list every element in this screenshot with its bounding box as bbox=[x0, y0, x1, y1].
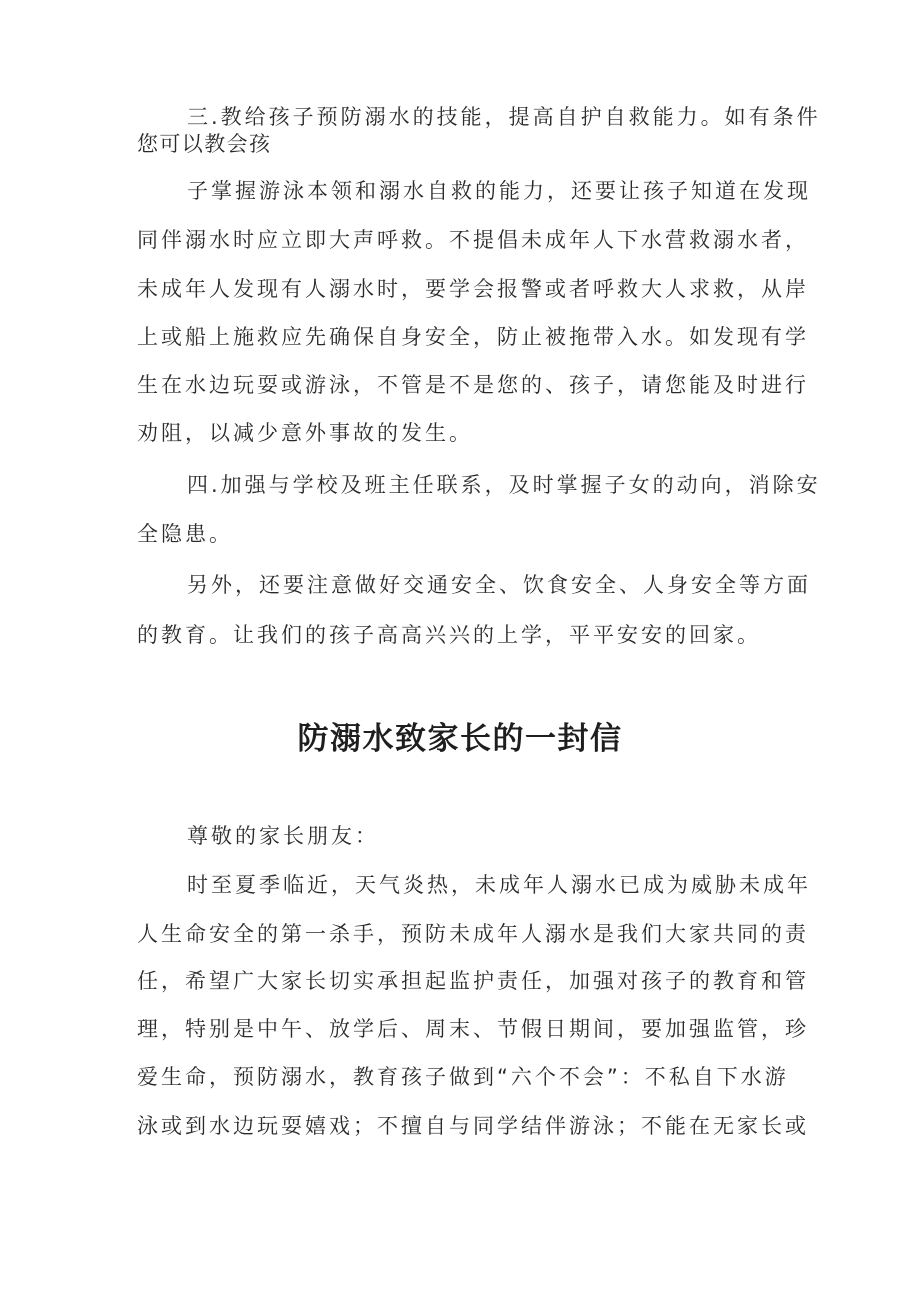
closing-line-2: 的教育。让我们的孩子高高兴兴的上学，平平安安的回家。 bbox=[137, 623, 761, 647]
item-three-line-1: 三.教给孩子预防溺水的技能，提高自护自救能力。如有条件 bbox=[187, 105, 821, 129]
item-three-line-2: 您可以教会孩 bbox=[137, 132, 272, 156]
paragraph-line: 生在水边玩耍或游泳，不管是不是您的、孩子，请您能及时进行 bbox=[137, 373, 809, 397]
paragraph-line: 劝阻，以减少意外事故的发生。 bbox=[137, 421, 473, 445]
letter-body-line: 时至夏季临近，天气炎热，未成年人溺水已成为威胁未成年 bbox=[187, 873, 811, 897]
letter-body-line: 理，特别是中午、放学后、周末、节假日期间，要加强监管，珍 bbox=[137, 1017, 809, 1041]
item-four-line-2: 全隐患。 bbox=[137, 522, 233, 546]
paragraph-line: 同伴溺水时应立即大声呼救。不提倡未成年人下水营救溺水者， bbox=[137, 228, 809, 252]
closing-line-1: 另外，还要注意做好交通安全、饮食安全、人身安全等方面 bbox=[187, 573, 811, 597]
letter-body-line: 任，希望广大家长切实承担起监护责任，加强对孩子的教育和管 bbox=[137, 969, 809, 993]
paragraph-line: 未成年人发现有人溺水时，要学会报警或者呼救大人求救，从岸 bbox=[137, 277, 809, 301]
paragraph-line: 子掌握游泳本领和溺水自救的能力，还要让孩子知道在发现 bbox=[187, 179, 811, 203]
item-four-line-1: 四.加强与学校及班主任联系，及时掌握子女的动向，消除安 bbox=[187, 473, 821, 497]
paragraph-line: 上或船上施救应先确保自身安全，防止被拖带入水。如发现有学 bbox=[137, 325, 809, 349]
letter-body-line: 泳或到水边玩耍嬉戏；不擅自与同学结伴游泳；不能在无家长或 bbox=[137, 1114, 809, 1138]
letter-title: 防溺水致家长的一封信 bbox=[297, 721, 623, 757]
letter-salutation: 尊敬的家长朋友： bbox=[187, 824, 379, 848]
letter-body-line: 人生命安全的第一杀手，预防未成年人溺水是我们大家共同的责 bbox=[137, 922, 809, 946]
letter-body-line: 爱生命，预防溺水，教育孩子做到“六个不会”：不私自下水游 bbox=[137, 1065, 789, 1089]
